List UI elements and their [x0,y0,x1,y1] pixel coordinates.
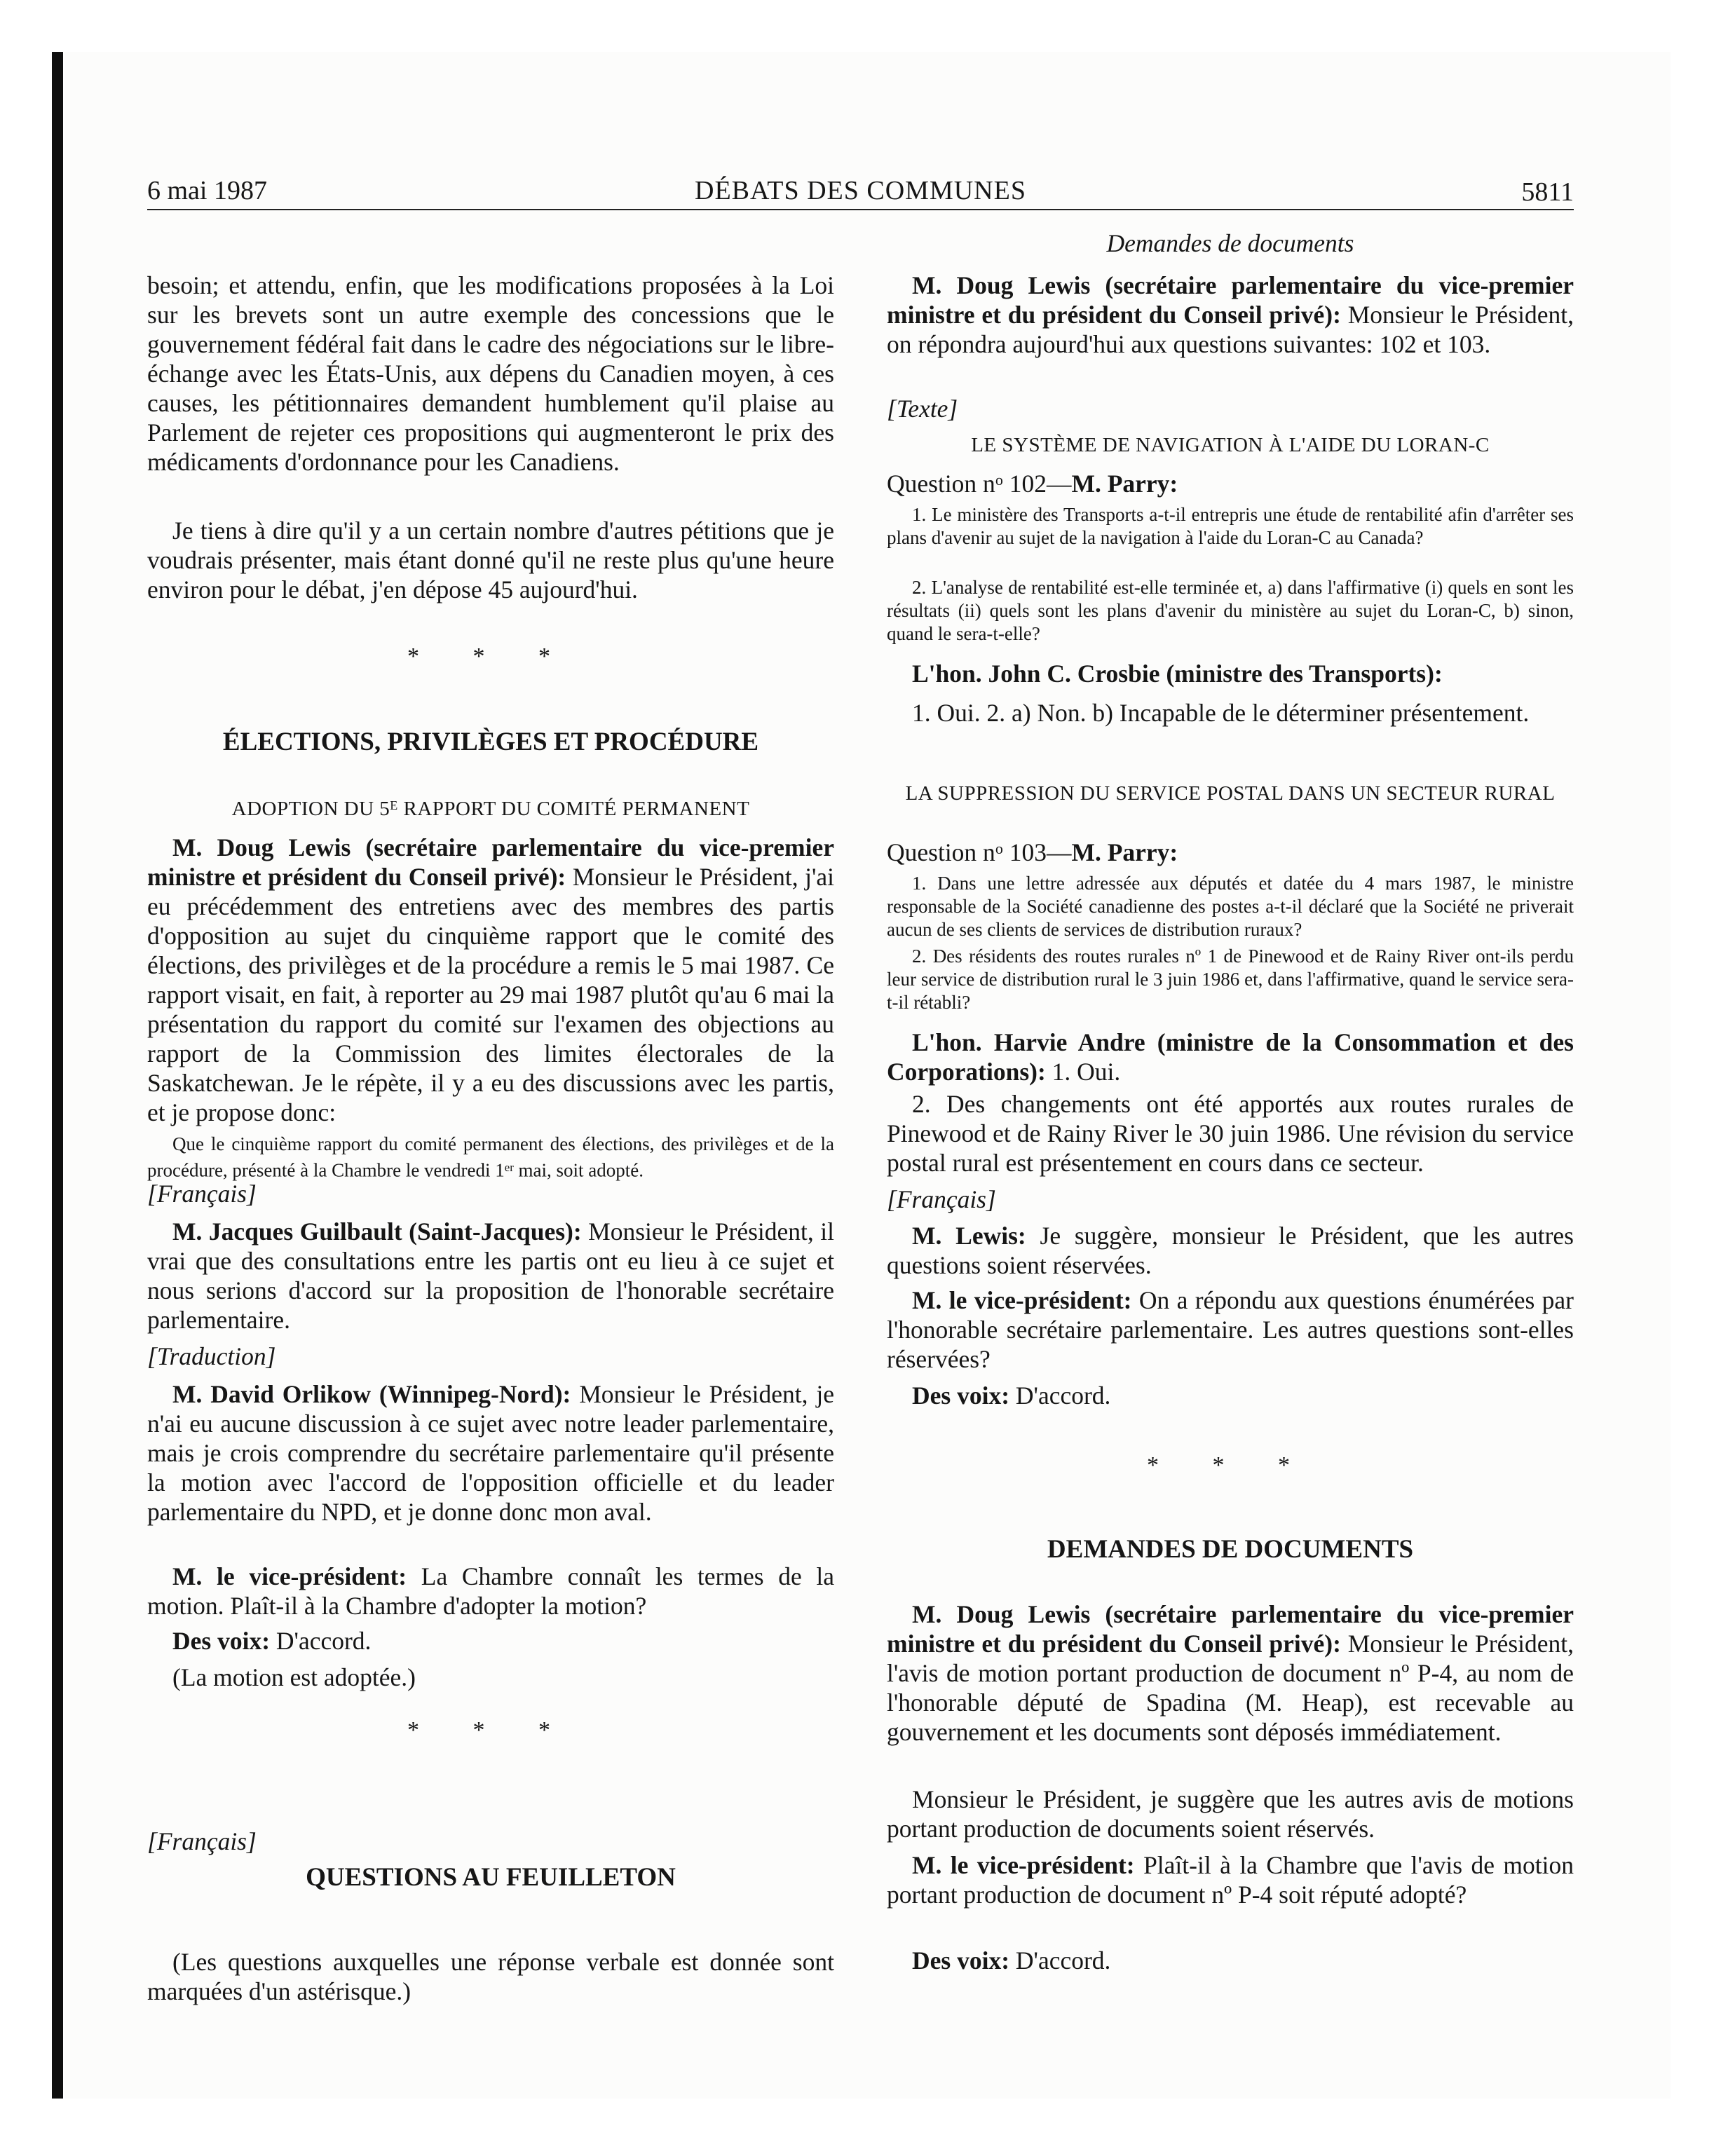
section-separator: * * * [407,643,574,669]
speech-vice-president: M. le vice-président: La Chambre connaît les termes de la motion. Plaît-il à la Chambre d'adopter la motion? [147,1562,834,1620]
speech-lewis: M. Doug Lewis (secrétaire parlementaire du vice-premier ministre et du président du Conseil privé): Monsieur le Président, on répondra aujourd'hui aux questions suivantes: 102 et 103. [887,271,1574,358]
section-separator: * * * [1147,1452,1314,1478]
speaker-name: Des voix: [912,1381,1010,1410]
speaker-name: M. le vice-président: [912,1851,1135,1879]
speaker-name: M. le vice-président: [172,1562,407,1590]
section-subheading: ADOPTION DU $5^E$ RAPPORT DU COMITÉ PERMANENT [231,798,750,821]
answer-andre-part-2: 2. Des changements ont été apportés aux routes rurales de Pinewood et de Rainy River le 30 juin 1986. Une révision du service postal rural est présentement en cours dans ce secteur. [887,1090,1574,1177]
section-heading: ÉLECTIONS, PRIVILÈGES ET PROCÉDURE [222,728,759,756]
scan-edge [52,52,63,2099]
question-102-part-2: 2. L'analyse de rentabilité est-elle terminée et, a) dans l'affirmative (i) quels en sont les résultats (ii) quels sont les plans d'avenir du ministère au sujet du Loran-C, b) sinon, quand le sera-t-elle? [887,577,1574,644]
question-103-part-1: 1. Dans une lettre adressée aux députés et datée du 4 mars 1987, le ministre responsable de la Société canadienne des postes a-t-il déclaré que la Société ne priverait aucun de ses clients de services de distribution ruraux? [887,873,1574,940]
speaker-name: M. Lewis: [912,1222,1026,1250]
running-header [147,172,1574,210]
speech-lewis-short: M. Lewis: Je suggère, monsieur le Président, que les autres questions soient réservées. [887,1222,1574,1279]
speaker-name: Des voix: [912,1946,1010,1974]
motion-adopted: (La motion est adoptée.) [172,1663,416,1691]
speech-voices: Des voix: D'accord. [172,1627,372,1655]
speech-lewis-documents: M. Doug Lewis (secrétaire parlementaire du vice-premier ministre et du président du Conseil privé): Monsieur le Président, l'avis de motion portant production de document nº P-4, au nom de l'honorable député de Spadina (M. Heap), est recevable au gouvernement et les documents sont déposés immédiatement. [887,1600,1574,1746]
speaker-name: M. Jacques Guilbault (Saint-Jacques): [172,1217,582,1246]
language-marker: [Texte] [887,395,958,423]
question-102-part-1: 1. Le ministère des Transports a-t-il entrepris une étude de rentabilité afin d'arrêter ses plans d'avenir au sujet de la navigation à l'aide du Loran-C au Canada? [887,504,1574,548]
speech-lewis: M. Doug Lewis (secrétaire parlementaire du vice-premier ministre et président du Conseil privé): Monsieur le Président, j'ai eu précédemment des entretiens avec des membres des partis d'opposition au sujet du cinquième rapport que le comité des élections, des privilèges et de la procédure a remis le 5 mai 1987. Ce rapport visait, en fait, à reporter au 29 mai 1987 plutôt qu'au 6 mai la présentation du rapport du comité sur l'examen des objections au rapport de la Commission des limites électorales de la Saskatchewan. Je le répète, il y a eu des discussions avec les partis, et je propose donc: [147,833,834,1126]
speech-vice-president: M. le vice-président: On a répondu aux questions énumérées par l'honorable secrétaire parlementaire. Les autres questions sont-elles réservées? [887,1286,1574,1373]
question-heading: LA SUPPRESSION DU SERVICE POSTAL DANS UN SECTEUR RURAL [905,782,1556,805]
section-heading: QUESTIONS AU FEUILLETON [306,1863,676,1892]
section-subtitle: Demandes de documents [1106,229,1354,257]
answer-andre: L'hon. Harvie Andre (ministre de la Consommation et des Corporations): 1. Oui. [887,1028,1574,1086]
speaker-crosbie: L'hon. John C. Crosbie (ministre des Transports): [912,660,1443,688]
speech-voices: Des voix: D'accord. [912,1381,1111,1410]
question-heading: LE SYSTÈME DE NAVIGATION À L'AIDE DU LORAN-C [971,434,1490,456]
question-103-title: Question $n^o$ 103—M. Parry: [887,838,1178,866]
speech-voices: Des voix: D'accord. [912,1946,1111,1974]
answer-crosbie: 1. Oui. 2. a) Non. b) Incapable de le déterminer présentement. [912,699,1530,727]
speaker-name: M. le vice-président: [912,1286,1132,1314]
questions-note: (Les questions auxquelles une réponse verbale est donnée sont marquées d'un astérisque.) [147,1948,834,2005]
speech-vice-president: M. le vice-président: Plaît-il à la Chambre que l'avis de motion portant production de document nº P-4 soit réputé adopté? [887,1851,1574,1909]
motion-text: Que le cinquième rapport du comité permanent des élections, des privilèges et de la procédure, présenté à la Chambre le vendredi 1er mai, soit adopté. [147,1133,834,1181]
header-page-number: 5811 [1521,177,1574,207]
language-marker: [Français] [147,1180,257,1208]
petition-paragraph: besoin; et attendu, enfin, que les modifications proposées à la Loi sur les brevets sont un autre exemple des concessions que le gouvernement fédéral fait dans le cadre des négociations sur le libre-échange avec les États-Unis, aux dépens du Canadien moyen, à ces causes, les pétitionnaires demandent humblement qu'il plaise au Parlement de rejeter ces propositions qui augmenteront le prix des médicaments d'ordonnance pour les Canadiens. [147,271,834,476]
speech-lewis-continued: Monsieur le Président, je suggère que les autres avis de motions portant production de documents soient réservés. [887,1785,1574,1843]
speaker-name: M. Doug Lewis (secrétaire parlementaire du vice-premier ministre et du président du Conseil privé): [887,1600,1574,1658]
speech-guilbault: M. Jacques Guilbault (Saint-Jacques): Monsieur le Président, il vrai que des consultations entre les partis ont eu lieu à ce sujet et nous serions d'accord sur la proposition de l'honorable secrétaire parlementaire. [147,1217,834,1334]
speaker-name: Des voix: [172,1627,271,1655]
language-marker: [Traduction] [147,1342,276,1370]
petition-closing-paragraph: Je tiens à dire qu'il y a un certain nombre d'autres pétitions que je voudrais présenter, mais étant donné qu'il ne reste plus qu'une heure environ pour le débat, j'en dépose 45 aujourd'hui. [147,517,834,603]
section-heading: DEMANDES DE DOCUMENTS [1047,1535,1414,1564]
speaker-name: M. Doug Lewis (secrétaire parlementaire du vice-premier ministre et du président du Conseil privé): [887,271,1574,329]
language-marker: [Français] [887,1185,996,1213]
speaker-name: M. David Orlikow (Winnipeg-Nord): [172,1380,571,1408]
header-title: DÉBATS DES COMMUNES [695,176,1026,205]
question-103-part-2: 2. Des résidents des routes rurales nº 1 de Pinewood et de Rainy River ont-ils perdu leur service de distribution rural le 3 juin 1986 et, dans l'affirmative, quand le service sera-t-il rétabli? [887,946,1574,1013]
speech-orlikow: M. David Orlikow (Winnipeg-Nord): Monsieur le Président, je n'ai eu aucune discussion à ce sujet avec notre leader parlementaire, mais je crois comprendre du secrétaire parlementaire qu'il présente la motion avec l'accord de l'opposition officielle et du leader parlementaire du NPD, et je donne donc mon aval. [147,1380,834,1526]
speaker-name: M. Doug Lewis (secrétaire parlementaire du vice-premier ministre et président du Conseil privé): [147,833,834,891]
speaker-name: L'hon. Harvie Andre (ministre de la Consommation et des Corporations): [887,1028,1574,1086]
header-date: 6 mai 1987 [147,176,267,205]
section-separator: * * * [407,1717,574,1743]
question-102-title: Question $n^o$ 102—M. Parry: [887,469,1178,498]
language-marker: [Français] [147,1827,257,1855]
